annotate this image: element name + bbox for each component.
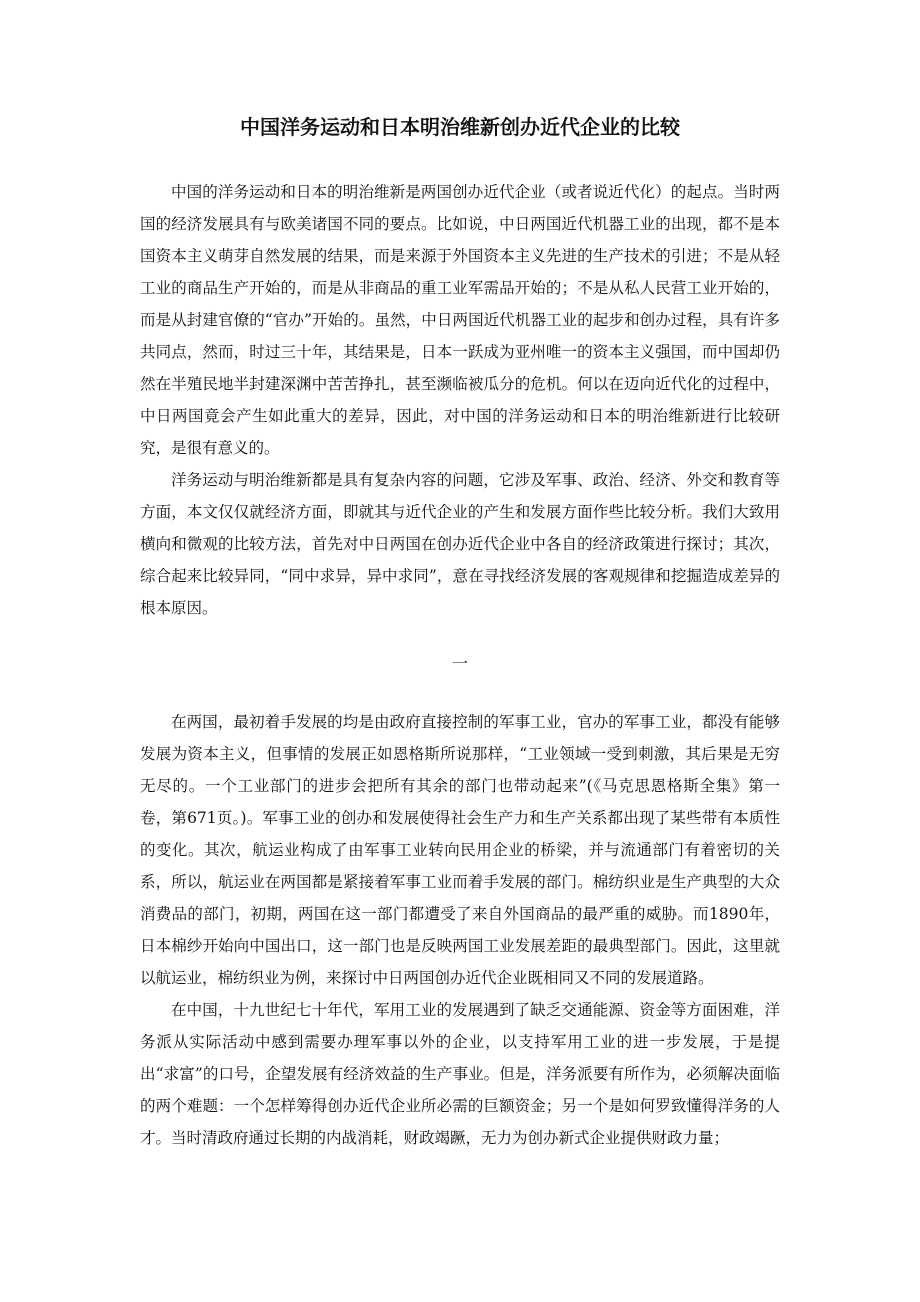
intro-paragraph-1: 中国的洋务运动和日本的明治维新是两国创办近代企业（或者说近代化）的起点。当时两国的经济发展具有与欧美诸国不同的要点。比如说，中日两国近代机器工业的出现，都不是本国资本主义萌芽自然发展的结果，而是来源于外国资本主义先进的生产技术的引进；不是从轻工业的商品生产开始的，而是从非商品的重工业军需品开始的；不是从私人民营工业开始的，而是从封建官僚的“官办”开始的。虽然，中日两国近代机器工业的起步和创办过程，具有许多共同点，然而，时过三十年，其结果是，日本一跃成为亚州唯一的资本主义强国，而中国却仍然在半殖民地半封建深渊中苦苦挣扎，甚至濒临被瓜分的危机。何以在迈向近代化的过程中，中日两国竟会产生如此重大的差异，因此，对中国的洋务运动和日本的明治维新进行比较研究，是很有意义的。 [140, 183, 780, 457]
intro-section [140, 176, 780, 624]
section-one-body [140, 706, 780, 1154]
section-number: 一 [451, 654, 468, 673]
section-paragraph-2: 在中国，十九世纪七十年代，军用工业的发展遇到了缺乏交通能源、资金等方面困难，洋务派从实际活动中感到需要办理军事以外的企业，以支持军用工业的进一步发展，于是提出“求富”的口号，企望发展有经济效益的生产事业。但是，洋务派要有所作为，必须解决面临的两个难题：一个怎样筹得创办近代企业所必需的巨额资金；另一个是如何罗致懂得洋务的人才。当时清政府通过长期的内战消耗，财政竭蹶，无力为创办新式企业提供财政力量； [140, 1001, 780, 1147]
section-paragraph-1: 在两国，最初着手发展的均是由政府直接控制的军事工业，官办的军事工业，都没有能够发展为资本主义，但事情的发展正如恩格斯所说那样，“工业领域一受到刺激，其后果是无穷无尽的。一个工业部门的进步会把所有其余的部门也带动起来”(《马克思恩格斯全集》第一卷，第671页。)。军事工业的创办和发展使得社会生产力和生产关系都出现了某些带有本质性的变化。其次，航运业构成了由军事工业转向民用企业的桥梁，并与流通部门有着密切的关系，所以，航运业在两国都是紧接着军事工业而着手发展的部门。棉纺织业是生产典型的大众消费品的部门，初期，两国在这一部门都遭受了来自外国商品的最严重的威胁。而1890年，日本棉纱开始向中国出口，这一部门也是反映两国工业发展差距的最典型部门。因此，这里就以航运业，棉纺织业为例，来探讨中日两国创办近代企业既相同又不同的发展道路。 [140, 713, 780, 987]
document-title: 中国洋务运动和日本明治维新创办近代企业的比较 [240, 115, 680, 139]
intro-paragraph-2: 洋务运动与明治维新都是具有复杂内容的问题，它涉及军事、政治、经济、外交和教育等方面，本文仅仅就经济方面，即就其与近代企业的产生和发展方面作些比较分析。我们大致用横向和微观的比较方法，首先对中日两国在创办近代企业中各自的经济政策进行探讨；其次，综合起来比较异同，“同中求异，异中求同”，意在寻找经济发展的客观规律和挖掘造成差异的根本原因。 [140, 471, 780, 617]
